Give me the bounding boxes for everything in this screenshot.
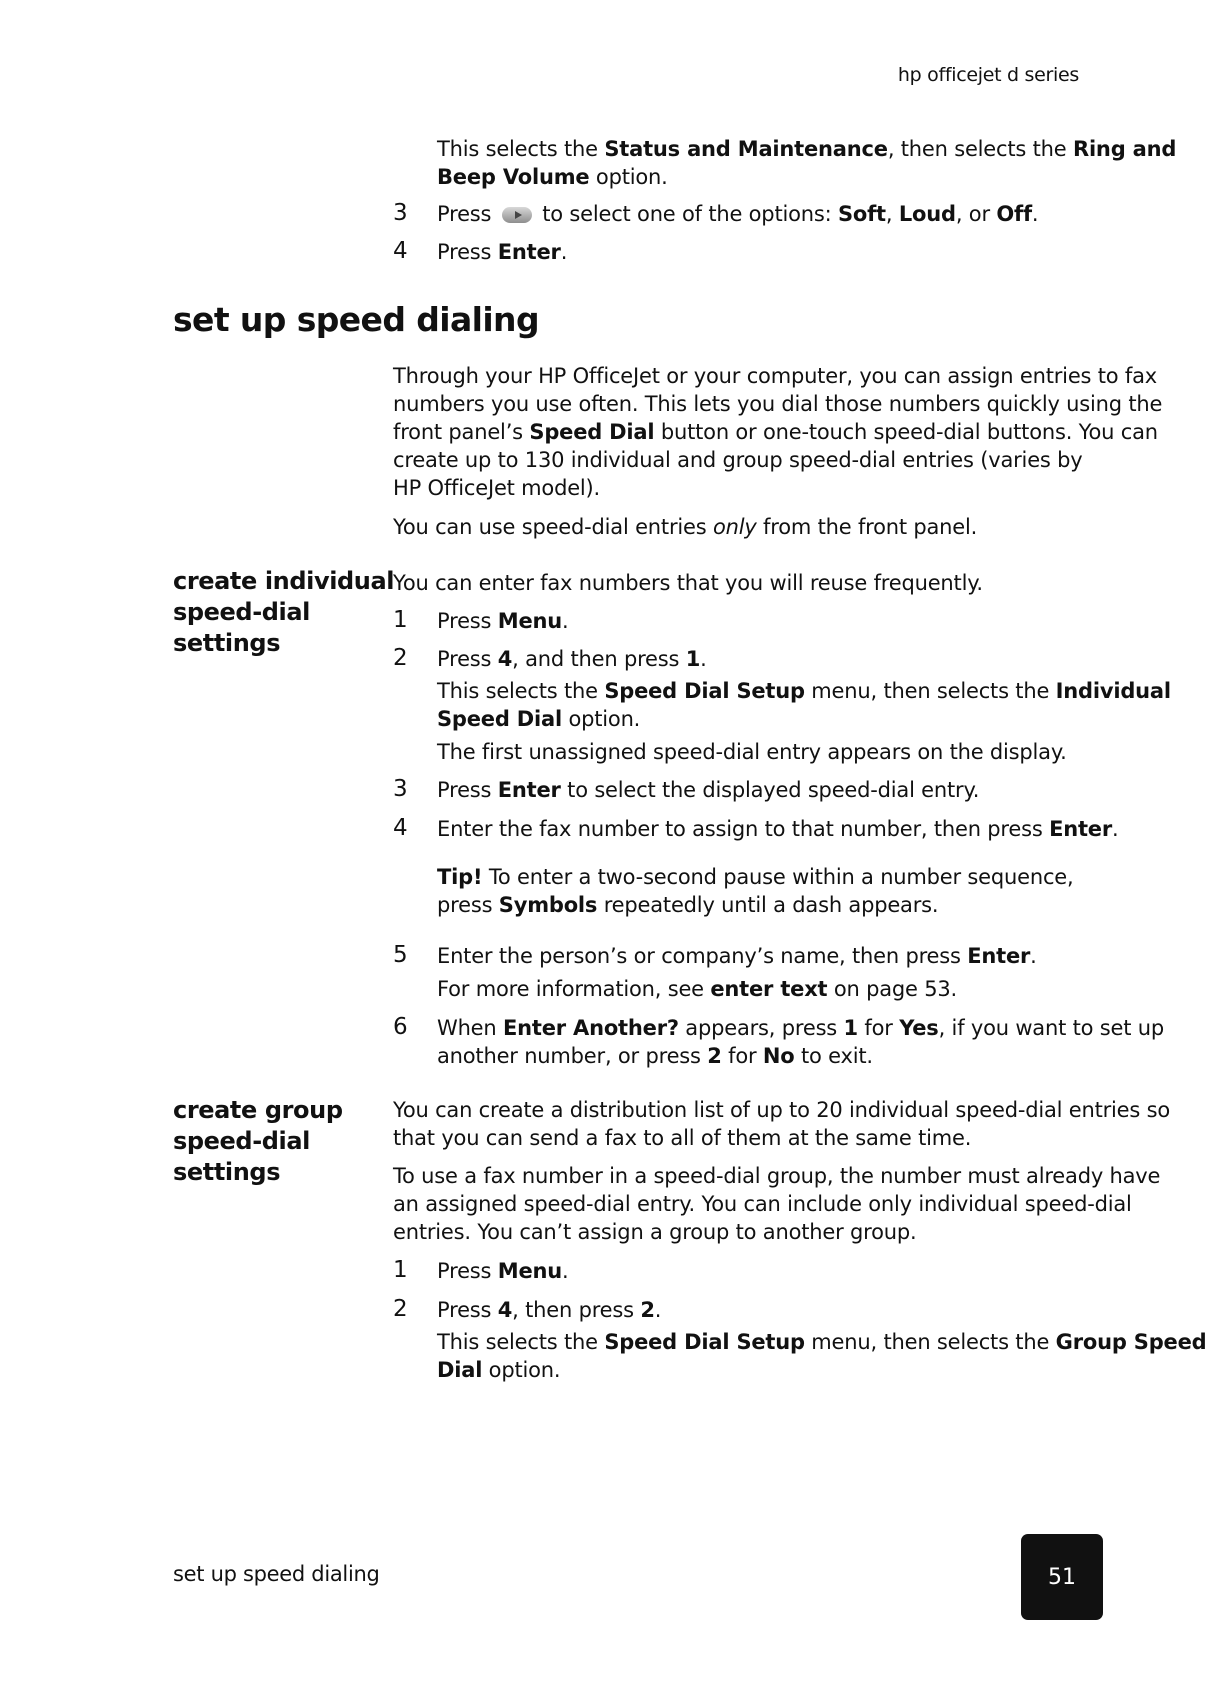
paragraph-line: create up to 130 individual and group speed-dial entries (varies by: [393, 448, 1083, 472]
tip-line: Tip! To enter a two-second pause within a number sequence,: [437, 865, 1074, 889]
step-note-line: Speed Dial option.: [437, 707, 641, 731]
paragraph-line: HP OfficeJet model).: [393, 476, 601, 500]
page-number: 51: [1021, 1534, 1103, 1620]
paragraph-line: front panel’s Speed Dial button or one-touch speed-dial buttons. You can: [393, 420, 1158, 444]
running-footer: set up speed dialing: [173, 1562, 380, 1586]
intro-note-line: This selects the Status and Maintenance, then selects the Ring and: [437, 137, 1177, 161]
paragraph-line: numbers you use often. This lets you dial those numbers quickly using the: [393, 392, 1163, 416]
section-title: set up speed dialing: [173, 300, 539, 339]
step-number: 4: [393, 238, 408, 264]
paragraph-line: that you can send a fax to all of them at the same time.: [393, 1126, 972, 1150]
step-number: 3: [393, 200, 408, 226]
step-text: Press Enter to select the displayed speed-dial entry.: [437, 778, 980, 802]
tip-line: press Symbols repeatedly until a dash appears.: [437, 893, 939, 917]
paragraph-line: You can enter fax numbers that you will reuse frequently.: [393, 571, 983, 595]
step-note-line: This selects the Speed Dial Setup menu, then selects the Individual: [437, 679, 1171, 703]
step-note-line: This selects the Speed Dial Setup menu, then selects the Group Speed: [437, 1330, 1206, 1354]
step-text: Enter the person’s or company’s name, then press Enter.: [437, 944, 1037, 968]
paragraph-line: To use a fax number in a speed-dial group, the number must already have: [393, 1164, 1161, 1188]
paragraph-line: entries. You can’t assign a group to another group.: [393, 1220, 917, 1244]
paragraph-line: You can create a distribution list of up to 20 individual speed-dial entries so: [393, 1098, 1171, 1122]
step-text: When Enter Another? appears, press 1 for Yes, if you want to set up: [437, 1016, 1164, 1040]
step-text: Press Enter.: [437, 240, 568, 264]
step-number: 3: [393, 776, 408, 802]
step-number: 2: [393, 1296, 408, 1322]
subsection-heading-individual: create individual speed-dial settings: [173, 567, 395, 657]
paragraph-line: Through your HP OfficeJet or your computer, you can assign entries to fax: [393, 364, 1157, 388]
subsection-heading-group: create group speed-dial settings: [173, 1096, 343, 1186]
step-text: Enter the fax number to assign to that number, then press Enter.: [437, 817, 1119, 841]
running-header: hp officejet d series: [897, 64, 1079, 86]
step-note-line: The first unassigned speed-dial entry appears on the display.: [437, 740, 1067, 764]
paragraph-line: You can use speed-dial entries only from the front panel.: [393, 515, 978, 539]
step-text: another number, or press 2 for No to exit.: [437, 1044, 873, 1068]
arrow-button-icon: [502, 207, 532, 223]
step-note-line: Dial option.: [437, 1358, 561, 1382]
step-number: 1: [393, 607, 408, 633]
paragraph-line: an assigned speed-dial entry. You can include only individual speed-dial: [393, 1192, 1132, 1216]
step-text: Press 4, and then press 1.: [437, 647, 707, 671]
intro-note-line: Beep Volume option.: [437, 165, 668, 189]
step-text: Press 4, then press 2.: [437, 1298, 662, 1322]
step-number: 2: [393, 645, 408, 671]
step-number: 6: [393, 1014, 408, 1040]
step-text: Press Menu.: [437, 1259, 569, 1283]
step-text: Press Menu.: [437, 609, 569, 633]
step-number: 4: [393, 815, 408, 841]
step-note-line: For more information, see enter text on page 53.: [437, 977, 958, 1001]
step-number: 1: [393, 1257, 408, 1283]
step-number: 5: [393, 942, 408, 968]
step-text: Press to select one of the options: Soft, Loud, or Off.: [437, 202, 1039, 226]
